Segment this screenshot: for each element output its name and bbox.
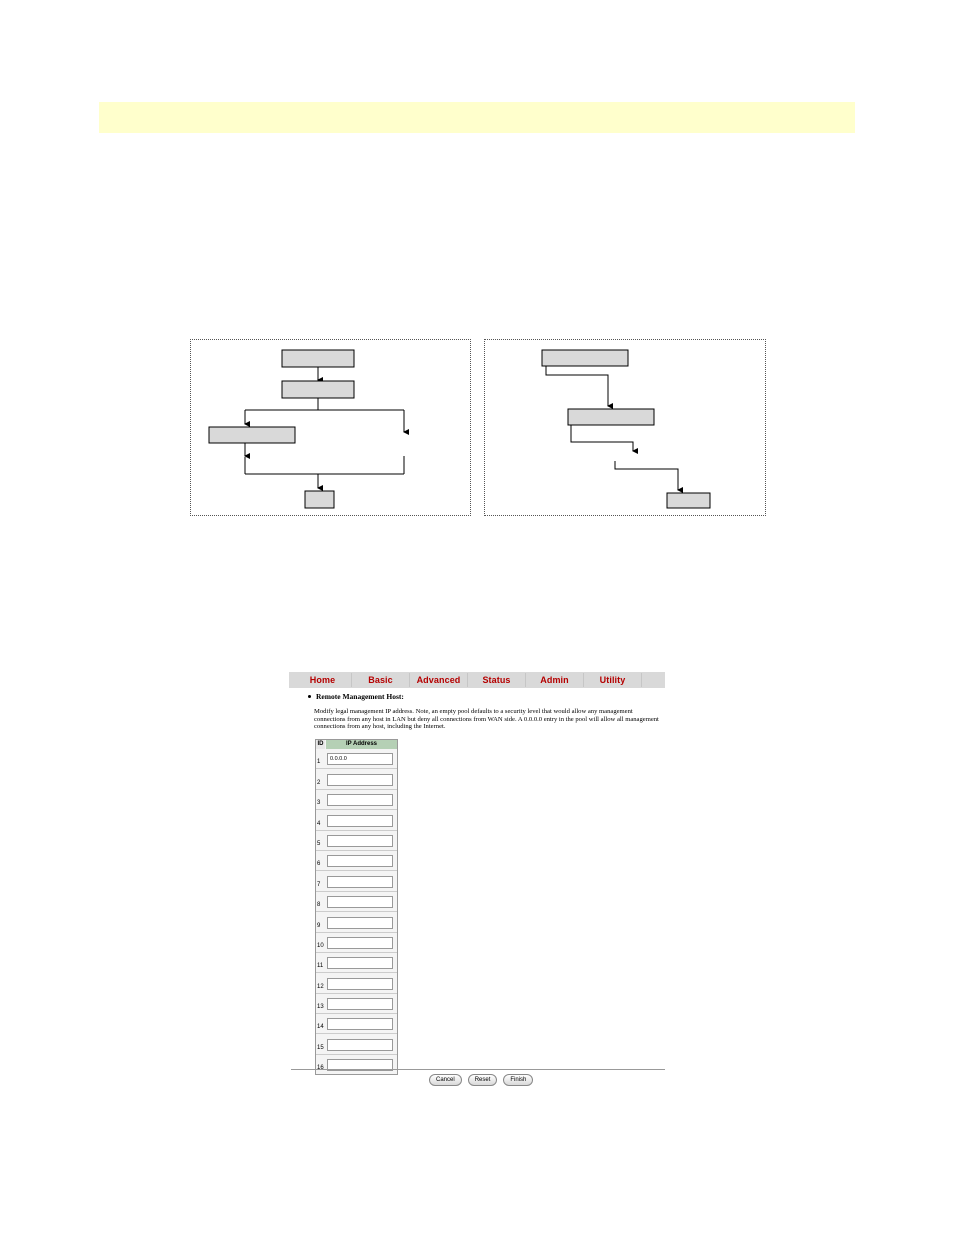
ip-address-input[interactable] — [327, 998, 393, 1010]
flow-line — [571, 425, 633, 451]
row-id: 10 — [317, 942, 324, 949]
ip-address-input[interactable] — [327, 855, 393, 867]
top-nav — [289, 672, 665, 688]
table-row — [316, 1033, 397, 1053]
ip-address-input[interactable] — [327, 917, 393, 929]
ip-address-input[interactable] — [327, 753, 393, 765]
flow-box — [305, 491, 334, 508]
button-bar — [429, 1074, 533, 1086]
ip-address-input[interactable] — [327, 1018, 393, 1030]
flow-line — [615, 461, 678, 490]
ip-address-input[interactable] — [327, 978, 393, 990]
flow-box — [282, 350, 354, 367]
row-id: 3 — [317, 800, 321, 807]
row-id: 4 — [317, 820, 321, 827]
flow-diagram-right-svg — [485, 340, 767, 517]
nav-basic[interactable]: Basic — [352, 673, 410, 687]
row-id: 11 — [317, 963, 324, 970]
row-id: 6 — [317, 861, 321, 868]
table-body — [316, 749, 397, 1074]
table-row — [316, 830, 397, 850]
row-id: 2 — [317, 779, 321, 786]
ip-column-header: IP Address — [326, 740, 397, 749]
flow-diagram-left — [190, 339, 471, 516]
highlight-band — [99, 102, 855, 133]
table-row — [316, 891, 397, 911]
ip-address-input[interactable] — [327, 876, 393, 888]
flow-box — [209, 427, 295, 443]
table-row — [316, 993, 397, 1013]
flow-box — [282, 381, 354, 398]
bullet-icon — [308, 695, 311, 698]
table-row — [316, 952, 397, 972]
nav-home[interactable]: Home — [294, 673, 352, 687]
ip-address-input[interactable] — [327, 1039, 393, 1051]
ip-address-input[interactable] — [327, 774, 393, 786]
flow-diagram-right — [484, 339, 766, 516]
table-row — [316, 789, 397, 809]
nav-status[interactable]: Status — [468, 673, 526, 687]
table-row — [316, 850, 397, 870]
flow-line — [546, 366, 608, 406]
ip-address-input[interactable] — [327, 815, 393, 827]
ip-address-table — [315, 739, 398, 1075]
nav-utility[interactable]: Utility — [584, 673, 642, 687]
nav-advanced[interactable]: Advanced — [410, 673, 468, 687]
row-id: 7 — [317, 881, 321, 888]
table-row — [316, 1013, 397, 1033]
cancel-button[interactable]: Cancel — [429, 1074, 462, 1086]
row-id: 13 — [317, 1004, 324, 1011]
table-row — [316, 1054, 397, 1074]
ip-address-input[interactable] — [327, 896, 393, 908]
footer-divider — [291, 1069, 665, 1070]
row-id: 5 — [317, 840, 321, 847]
ip-address-input[interactable] — [327, 835, 393, 847]
row-id: 14 — [317, 1024, 324, 1031]
flow-box — [542, 350, 628, 366]
table-row — [316, 932, 397, 952]
finish-button[interactable]: Finish — [503, 1074, 533, 1086]
table-row — [316, 870, 397, 890]
reset-button[interactable]: Reset — [468, 1074, 498, 1086]
row-id: 15 — [317, 1044, 324, 1051]
row-id: 1 — [317, 759, 321, 766]
section-heading — [308, 692, 404, 701]
flow-diagram-left-svg — [191, 340, 472, 517]
table-row — [316, 809, 397, 829]
row-id: 9 — [317, 922, 321, 929]
flow-box — [568, 409, 654, 425]
section-description: Modify legal management IP address. Note, an empty pool defaults to a security level that would allow any management connections from any host in LAN but deny all connections from WAN side. A 0.0.0.0 entry in the pool will allow all management connections from any host, including the Internet. — [314, 708, 659, 730]
row-id: 12 — [317, 983, 324, 990]
nav-admin[interactable]: Admin — [526, 673, 584, 687]
table-row — [316, 749, 397, 768]
ip-address-input[interactable] — [327, 937, 393, 949]
section-title: Remote Management Host: — [316, 692, 404, 701]
id-column-header: ID — [317, 741, 324, 747]
table-row — [316, 911, 397, 931]
table-row — [316, 768, 397, 788]
web-ui-panel — [289, 672, 665, 1092]
ip-address-input[interactable] — [327, 794, 393, 806]
row-id: 8 — [317, 902, 321, 909]
flow-box — [667, 493, 710, 508]
table-header — [316, 740, 397, 749]
ip-address-input[interactable] — [327, 957, 393, 969]
table-row — [316, 972, 397, 992]
